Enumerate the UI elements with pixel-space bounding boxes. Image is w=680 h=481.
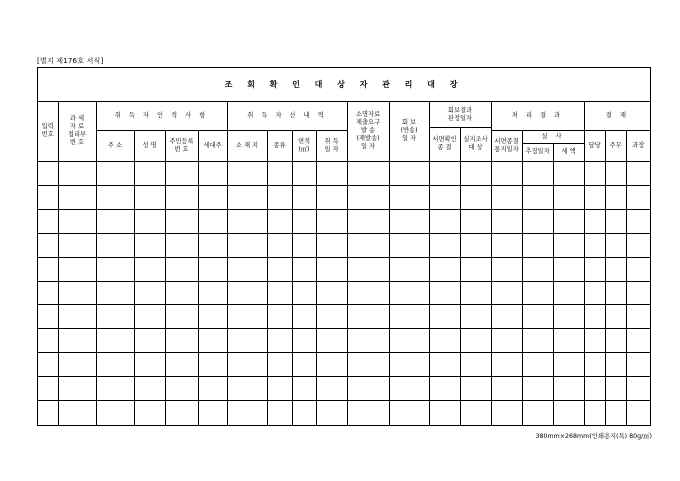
blank-cell [491, 281, 522, 305]
blank-cell [584, 353, 605, 377]
blank-cell [165, 257, 198, 281]
blank-cell [96, 353, 134, 377]
blank-cell [58, 353, 96, 377]
blank-cell [491, 329, 522, 353]
blank-cell [134, 377, 165, 401]
form-title: 조 회 확 인 대 상 자 관 리 대 장 [38, 68, 650, 102]
blank-cell [584, 329, 605, 353]
header-source-request: 소명자료 제출요구 발 송 (재발송) 일 자 [347, 102, 389, 161]
blank-cell [58, 329, 96, 353]
blank-cell [292, 305, 316, 329]
blank-cell [38, 305, 58, 329]
blank-cell [553, 377, 584, 401]
blank-cell [553, 161, 584, 185]
blank-cell [198, 161, 227, 185]
blank-cell [134, 209, 165, 233]
blank-cell [316, 281, 347, 305]
blank-cell [605, 353, 626, 377]
blank-cell [429, 329, 460, 353]
blank-cell [460, 401, 491, 425]
blank-cell [553, 233, 584, 257]
blank-cell [227, 185, 267, 209]
ledger-table [38, 102, 650, 425]
header-investigation-date: 추징일자 [523, 143, 554, 161]
blank-cell [522, 185, 553, 209]
blank-cell [292, 401, 316, 425]
header-approval-group: 결 재 [584, 102, 650, 131]
header-tax-amount: 세 액 [561, 148, 576, 156]
blank-cell [134, 329, 165, 353]
ledger-form [37, 67, 651, 426]
blank-cell [267, 257, 292, 281]
blank-cell [58, 233, 96, 257]
blank-cell [165, 329, 198, 353]
blank-cell [491, 161, 522, 185]
blank-cell [429, 185, 460, 209]
blank-cell [553, 305, 584, 329]
blank-cell [316, 353, 347, 377]
blank-cell [134, 401, 165, 425]
blank-cell [38, 377, 58, 401]
blank-cell [38, 233, 58, 257]
blank-cell [267, 161, 292, 185]
blank-cell [429, 377, 460, 401]
blank-cell [429, 401, 460, 425]
blank-cell [584, 401, 605, 425]
blank-cell [491, 401, 522, 425]
blank-cell [134, 353, 165, 377]
blank-cell [38, 161, 58, 185]
blank-cell [96, 377, 134, 401]
blank-cell [96, 329, 134, 353]
blank-cell [267, 185, 292, 209]
table-row [38, 281, 650, 305]
blank-cell [626, 281, 650, 305]
header-staff: 담당 [584, 131, 605, 162]
blank-cell [227, 257, 267, 281]
blank-cell [96, 185, 134, 209]
blank-cell [58, 377, 96, 401]
blank-cell [522, 353, 553, 377]
blank-cell [38, 281, 58, 305]
blank-cell [491, 209, 522, 233]
blank-cell [347, 281, 389, 305]
header-location: 소 재 지 [227, 131, 267, 162]
blank-cell [38, 185, 58, 209]
blank-cell [553, 329, 584, 353]
blank-cell [429, 161, 460, 185]
blank-cell [460, 305, 491, 329]
blank-cell [605, 257, 626, 281]
blank-cell [605, 329, 626, 353]
blank-cell [267, 209, 292, 233]
blank-cell [347, 305, 389, 329]
blank-cell [165, 161, 198, 185]
header-processing-group: 처 리 결 과 [491, 102, 584, 131]
blank-cell [198, 209, 227, 233]
blank-cell [491, 377, 522, 401]
blank-cell [58, 185, 96, 209]
blank-cell [96, 281, 134, 305]
table-row [38, 305, 650, 329]
blank-cell [389, 401, 429, 425]
header-written-close-notice: 서면종결 통지일자 [491, 131, 522, 162]
form-label: [별지 제176호 서식] [37, 57, 104, 65]
blank-cell [38, 353, 58, 377]
blank-cell [522, 281, 553, 305]
blank-cell [460, 161, 491, 185]
blank-cell [38, 257, 58, 281]
header-acquirer-group: 취 득 자 인 적 사 항 [96, 102, 227, 131]
blank-cell [626, 305, 650, 329]
blank-cell [491, 233, 522, 257]
blank-cell [227, 377, 267, 401]
blank-cell [227, 353, 267, 377]
blank-cell [584, 377, 605, 401]
blank-cell [198, 257, 227, 281]
blank-cell [584, 233, 605, 257]
blank-cell [134, 185, 165, 209]
blank-cell [96, 161, 134, 185]
blank-cell [96, 233, 134, 257]
blank-cell [198, 185, 227, 209]
table-row [38, 353, 650, 377]
blank-cell [460, 377, 491, 401]
blank-cell [198, 353, 227, 377]
blank-cell [347, 353, 389, 377]
blank-cell [347, 329, 389, 353]
blank-cell [347, 257, 389, 281]
blank-cell [227, 209, 267, 233]
table-row [38, 161, 650, 185]
blank-cell [626, 401, 650, 425]
blank-cell [96, 257, 134, 281]
blank-cell [389, 377, 429, 401]
blank-cell [347, 377, 389, 401]
blank-cell [553, 185, 584, 209]
blank-cell [626, 353, 650, 377]
blank-cell [227, 329, 267, 353]
blank-cell [38, 401, 58, 425]
blank-cell [429, 305, 460, 329]
header-manager: 과장 [626, 131, 650, 162]
blank-cell [198, 233, 227, 257]
header-tax-file-no: 과 세 자 료 접리부 번 호 [58, 102, 96, 161]
header-name: 성 명 [134, 131, 165, 162]
blank-cell [134, 233, 165, 257]
header-acquisition-date: 취 득 일 자 [316, 131, 347, 162]
header-written-confirm: 서면확인 종 결 [429, 128, 460, 162]
blank-cell [165, 377, 198, 401]
blank-cell [198, 329, 227, 353]
blank-cell [292, 209, 316, 233]
blank-cell [460, 209, 491, 233]
blank-cell [347, 161, 389, 185]
table-row [38, 329, 650, 353]
blank-cell [605, 401, 626, 425]
blank-cell [491, 305, 522, 329]
header-reply-result-group: 회보결과 판정일자 [429, 102, 491, 128]
blank-cell [58, 161, 96, 185]
blank-cell [491, 353, 522, 377]
blank-cell [626, 233, 650, 257]
header-area: 면적 (㎡) [292, 131, 316, 162]
header-reply: 회 보 (반송) 일 자 [389, 102, 429, 161]
blank-cell [584, 209, 605, 233]
blank-cell [198, 281, 227, 305]
blank-cell [58, 257, 96, 281]
blank-cell [460, 281, 491, 305]
blank-cell [605, 209, 626, 233]
blank-cell [584, 257, 605, 281]
blank-cell [389, 233, 429, 257]
blank-cell [389, 161, 429, 185]
table-row [38, 401, 650, 425]
blank-cell [553, 401, 584, 425]
blank-cell [134, 257, 165, 281]
blank-cell [626, 185, 650, 209]
table-row [38, 233, 650, 257]
blank-cell [460, 329, 491, 353]
blank-cell [165, 401, 198, 425]
blank-cell [316, 329, 347, 353]
blank-cell [389, 329, 429, 353]
blank-cell [227, 305, 267, 329]
blank-cell [605, 305, 626, 329]
blank-cell [522, 257, 553, 281]
blank-cell [267, 401, 292, 425]
blank-cell [553, 209, 584, 233]
blank-cell [96, 401, 134, 425]
blank-cell [292, 185, 316, 209]
header-field-group: 실 사 [523, 131, 584, 143]
header-chief: 주무 [605, 131, 626, 162]
blank-cell [292, 281, 316, 305]
blank-cell [165, 281, 198, 305]
blank-cell [316, 209, 347, 233]
blank-cell [267, 329, 292, 353]
blank-cell [292, 353, 316, 377]
blank-cell [316, 377, 347, 401]
blank-cell [316, 401, 347, 425]
blank-cell [605, 233, 626, 257]
header-entry-no: 입력 번호 [38, 102, 58, 161]
table-row [38, 209, 650, 233]
blank-cell [347, 209, 389, 233]
blank-cell [522, 329, 553, 353]
blank-cell [460, 185, 491, 209]
blank-cell [605, 377, 626, 401]
blank-cell [460, 257, 491, 281]
blank-cell [553, 353, 584, 377]
table-row [38, 185, 650, 209]
blank-cell [429, 209, 460, 233]
blank-cell [292, 377, 316, 401]
blank-cell [553, 257, 584, 281]
blank-cell [522, 401, 553, 425]
blank-cell [58, 209, 96, 233]
blank-cell [584, 305, 605, 329]
blank-cell [165, 305, 198, 329]
blank-cell [267, 305, 292, 329]
blank-cell [626, 257, 650, 281]
blank-cell [584, 281, 605, 305]
header-asset-group: 취 득 자 산 내 역 [227, 102, 347, 131]
blank-cell [134, 281, 165, 305]
header-resident-no: 주민등록 번 호 [165, 131, 198, 162]
header-householder: 세대주 [198, 131, 227, 162]
blank-cell [316, 257, 347, 281]
blank-cell [134, 305, 165, 329]
blank-cell [389, 209, 429, 233]
blank-cell [522, 233, 553, 257]
blank-cell [522, 377, 553, 401]
blank-cell [584, 185, 605, 209]
blank-cell [292, 329, 316, 353]
blank-cell [96, 305, 134, 329]
blank-cell [198, 305, 227, 329]
blank-cell [626, 377, 650, 401]
paper-spec: 380mm×268mm(인쇄용지(특) 80g/㎡) [535, 433, 652, 440]
blank-cell [491, 257, 522, 281]
blank-cell [292, 233, 316, 257]
blank-cell [38, 209, 58, 233]
header-field-target: 실지조사 대 상 [460, 128, 491, 162]
blank-cell [491, 185, 522, 209]
blank-cell [626, 329, 650, 353]
blank-cell [38, 329, 58, 353]
blank-cell [165, 185, 198, 209]
blank-cell [198, 401, 227, 425]
blank-cell [460, 233, 491, 257]
blank-cell [165, 233, 198, 257]
table-row [38, 377, 650, 401]
blank-cell [58, 281, 96, 305]
blank-cell [553, 281, 584, 305]
blank-cell [389, 257, 429, 281]
blank-cell [227, 233, 267, 257]
blank-cell [429, 233, 460, 257]
blank-cell [267, 377, 292, 401]
blank-cell [198, 377, 227, 401]
field-subheader [523, 131, 584, 161]
blank-cell [58, 305, 96, 329]
blank-cell [429, 257, 460, 281]
blank-cell [522, 305, 553, 329]
blank-cell [165, 353, 198, 377]
blank-cell [584, 161, 605, 185]
blank-cell [292, 257, 316, 281]
blank-cell [267, 233, 292, 257]
blank-cell [316, 305, 347, 329]
blank-cell [165, 209, 198, 233]
blank-cell [316, 233, 347, 257]
blank-cell [316, 185, 347, 209]
blank-cell [96, 209, 134, 233]
blank-cell [134, 161, 165, 185]
blank-cell [605, 185, 626, 209]
blank-cell [460, 353, 491, 377]
blank-cell [267, 353, 292, 377]
blank-cell [347, 401, 389, 425]
blank-cell [522, 209, 553, 233]
header-address: 주 소 [96, 131, 134, 162]
blank-cell [389, 281, 429, 305]
blank-cell [605, 161, 626, 185]
blank-cell [389, 353, 429, 377]
blank-cell [347, 185, 389, 209]
table-row [38, 257, 650, 281]
blank-cell [522, 161, 553, 185]
blank-cell [316, 161, 347, 185]
blank-cell [389, 185, 429, 209]
blank-cell [389, 305, 429, 329]
blank-cell [429, 353, 460, 377]
blank-cell [227, 401, 267, 425]
blank-cell [58, 401, 96, 425]
blank-cell [227, 161, 267, 185]
blank-cell [429, 281, 460, 305]
blank-cell [267, 281, 292, 305]
blank-cell [227, 281, 267, 305]
blank-cell [626, 161, 650, 185]
blank-cell [626, 209, 650, 233]
blank-cell [347, 233, 389, 257]
header-asset-type: 종류 [267, 131, 292, 162]
blank-cell [605, 281, 626, 305]
blank-cell [292, 161, 316, 185]
